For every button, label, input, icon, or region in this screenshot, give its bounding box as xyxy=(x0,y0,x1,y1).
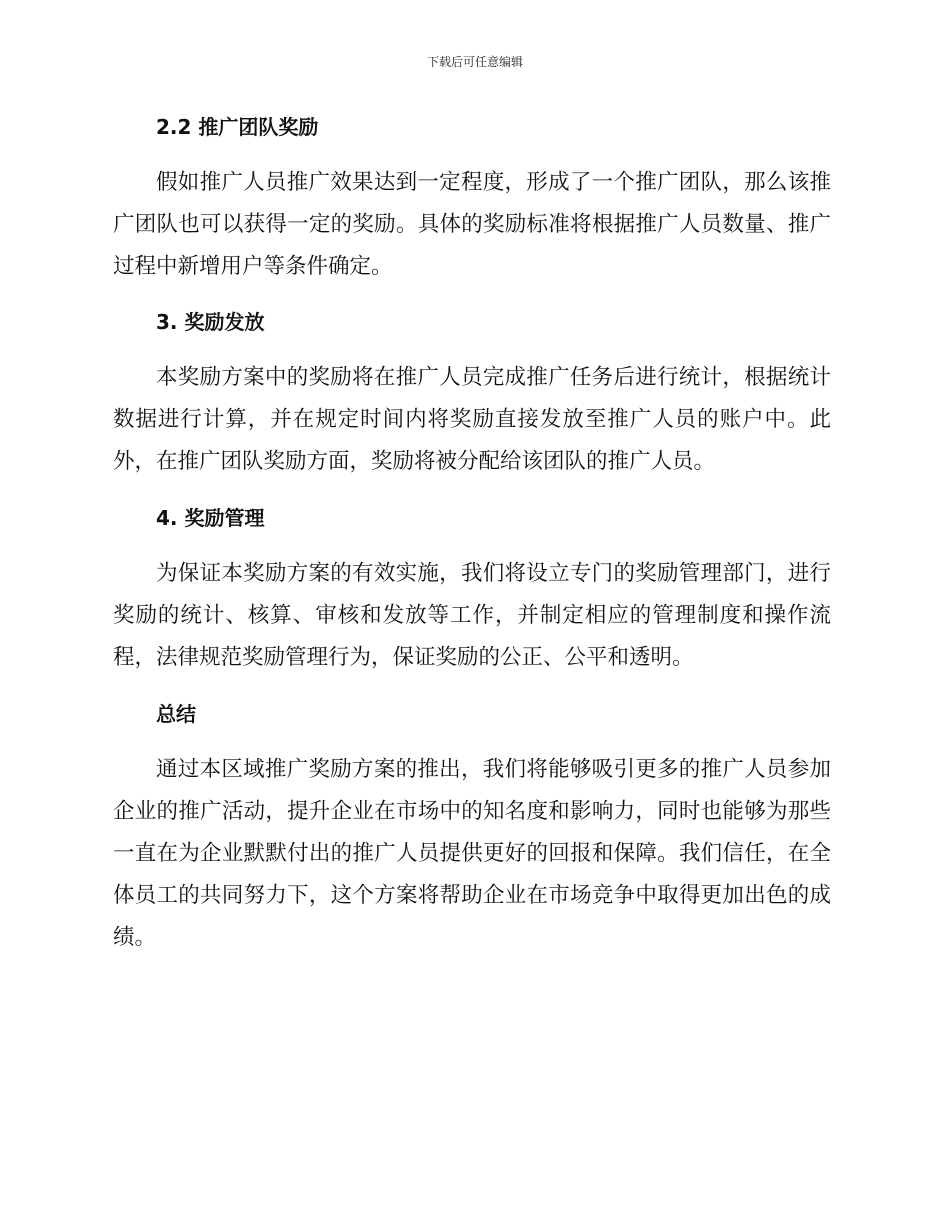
section-heading-reward-distribution: 3. 奖励发放 xyxy=(156,310,265,334)
section-paragraph-team-reward: 假如推广人员推广效果达到一定程度，形成了一个推广团队，那么该推广团队也可以获得一定的奖励。具体的奖励标准将根据推广人员数量、推广过程中新增用户等条件确定。 xyxy=(113,170,831,279)
section-paragraph-summary: 通过本区域推广奖励方案的推出，我们将能够吸引更多的推广人员参加企业的推广活动，提升企业在市场中的知名度和影响力，同时也能够为那些一直在为企业默默付出的推广人员提供更好的回报和保障。我们信任，在全体员工的共同努力下，这个方案将帮助企业在市场竞争中取得更加出色的成绩。 xyxy=(113,757,831,950)
document-body xyxy=(113,112,831,959)
section-heading-summary: 总结 xyxy=(156,702,196,726)
section-heading-team-reward: 2.2 推广团队奖励 xyxy=(156,115,319,139)
section-heading-reward-management: 4. 奖励管理 xyxy=(156,506,265,530)
header-note: 下载后可任意编辑 xyxy=(426,55,523,69)
section-paragraph-reward-distribution: 本奖励方案中的奖励将在推广人员完成推广任务后进行统计，根据统计数据进行计算，并在规定时间内将奖励直接发放至推广人员的账户中。此外，在推广团队奖励方面，奖励将被分配给该团队的推广人员。 xyxy=(113,365,831,474)
section-paragraph-reward-management: 为保证本奖励方案的有效实施，我们将设立专门的奖励管理部门，进行奖励的统计、核算、审核和发放等工作，并制定相应的管理制度和操作流程，法律规范奖励管理行为，保证奖励的公正、公平和透明。 xyxy=(113,561,831,670)
